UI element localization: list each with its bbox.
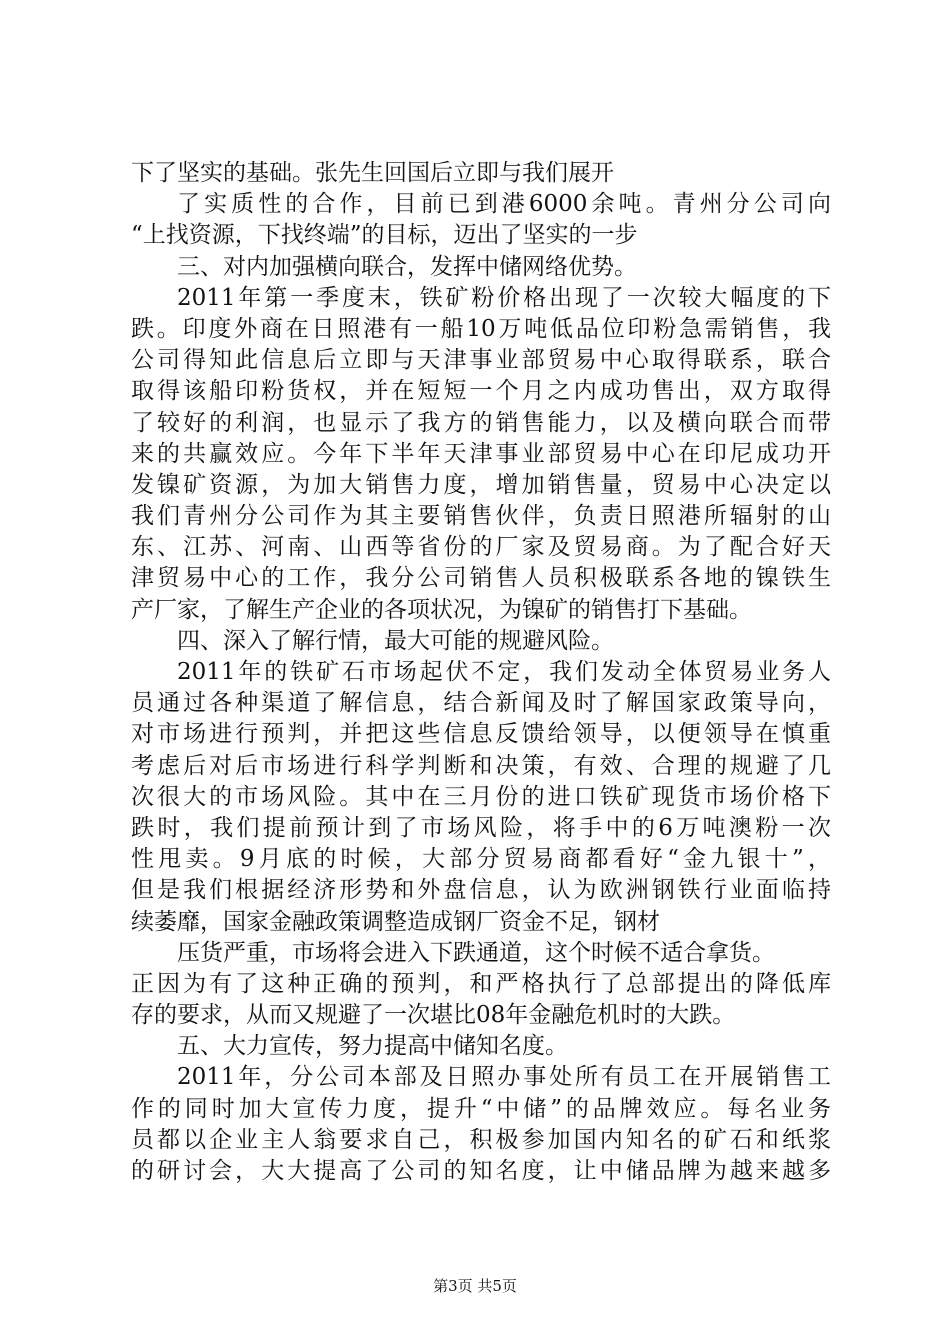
text-line: 压货严重，市场将会进入下跌通道，这个时候不适合拿货。	[177, 939, 775, 966]
text-line: 东、江苏、河南、山西等省份的厂家及贸易商。为了配合好天	[131, 534, 831, 561]
text-line: 考虑后对后市场进行科学判断和决策，有效、合理的规避了几	[131, 752, 831, 779]
text-line: 员通过各种渠道了解信息，结合新闻及时了解国家政策导向，	[131, 690, 831, 717]
text-line: 我们青州分公司作为其主要销售伙伴，负责日照港所辐射的山	[131, 503, 831, 530]
text-line: 的研讨会，大大提高了公司的知名度，让中储品牌为越来越多	[131, 1158, 831, 1184]
text-line: 存的要求，从而又规避了一次堪比08年金融危机时的大跌。	[131, 1002, 736, 1029]
text-line: 员都以企业主人翁要求自己，积极参加国内知名的矿石和纸浆	[131, 1126, 831, 1153]
text-line: 2011年第一季度末，铁矿粉价格出现了一次较大幅度的下	[177, 284, 831, 311]
section-heading: 五、大力宣传，努力提高中储知名度。	[177, 1033, 568, 1060]
text-line: 2011年，分公司本部及日照办事处所有员工在开展销售工	[177, 1064, 831, 1091]
text-line: 津贸易中心的工作，我分公司销售人员积极联系各地的镍铁生	[131, 565, 831, 592]
text-line: 但是我们根据经济形势和外盘信息，认为欧洲钢铁行业面临持	[131, 877, 831, 904]
text-line: 来的共赢效应。今年下半年天津事业部贸易中心在印尼成功开	[131, 440, 831, 467]
section-heading: 三、对内加强横向联合，发挥中储网络优势。	[177, 253, 637, 280]
text-line: 性甩卖。9月底的时候，大部分贸易商都看好“金九银十”，	[131, 846, 831, 873]
text-line: 产厂家，了解生产企业的各项状况，为镍矿的销售打下基础。	[131, 596, 752, 623]
text-line: 跌时，我们提前预计到了市场风险，将手中的6万吨澳粉一次	[131, 814, 831, 841]
text-line: 正因为有了这种正确的预判，和严格执行了总部提出的降低库	[131, 970, 831, 997]
text-line: 2011年的铁矿石市场起伏不定，我们发动全体贸易业务人	[177, 659, 831, 685]
text-line: 作的同时加大宣传力度，提升“中储”的品牌效应。每名业务	[131, 1095, 831, 1122]
text-line: “上找资源，下找终端”的目标，迈出了坚实的一步	[131, 222, 638, 249]
text-line: 次很大的市场风险。其中在三月份的进口铁矿现货市场价格下	[131, 783, 831, 810]
document-body	[131, 158, 831, 1187]
text-line: 对市场进行预判，并把这些信息反馈给领导，以便领导在慎重	[131, 721, 831, 748]
text-line: 跌。印度外商在日照港有一船10万吨低品位印粉急需销售，我	[131, 315, 831, 342]
text-line: 下了坚实的基础。张先生回国后立即与我们展开	[131, 160, 614, 186]
text-line: 公司得知此信息后立即与天津事业部贸易中心取得联系，联合	[131, 347, 831, 374]
page-number-footer: 第3页 共5页	[433, 1277, 517, 1295]
text-line: 取得该船印粉货权，并在短短一个月之内成功售出，双方取得	[131, 378, 831, 405]
text-line: 了实质性的合作，目前已到港6000余吨。青州分公司向	[177, 191, 831, 218]
text-line: 发镍矿资源，为加大销售力度，增加销售量，贸易中心决定以	[131, 471, 831, 498]
section-heading: 四、深入了解行情，最大可能的规避风险。	[177, 627, 614, 654]
text-line: 续萎靡，国家金融政策调整造成钢厂资金不足，钢材	[131, 908, 660, 935]
text-line: 了较好的利润，也显示了我方的销售能力，以及横向联合而带	[131, 409, 831, 436]
